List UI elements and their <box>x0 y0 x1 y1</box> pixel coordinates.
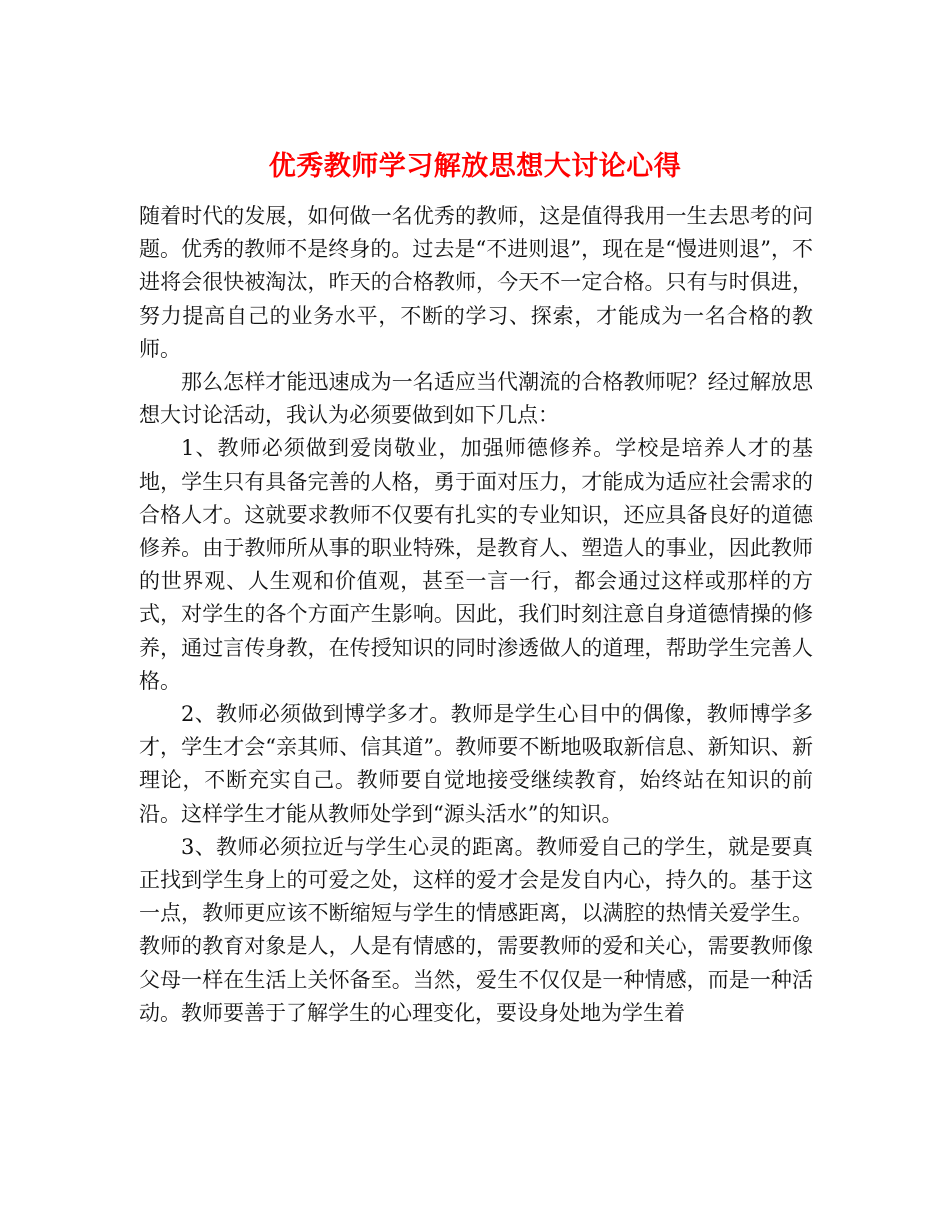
paragraph-question: 那么怎样才能迅速成为一名适应当代潮流的合格教师呢？经过解放思想大讨论活动，我认为必须要做到如下几点： <box>139 370 813 428</box>
paragraph-point-2: 2、教师必须做到博学多才。教师是学生心目中的偶像，教师博学多才，学生才会“亲其师、信其道”。教师要不断地吸取新信息、新知识、新理论，不断充实自己。教师要自觉地接受继续教育，始终站在知识的前沿。这样学生才能从教师处学到“源头活水”的知识。 <box>139 702 813 826</box>
paragraph-intro: 随着时代的发展，如何做一名优秀的教师，这是值得我用一生去思考的问题。优秀的教师不是终身的。过去是“不进则退”，现在是“慢进则退”，不进将会很快被淘汰，昨天的合格教师，今天不一定合格。只有与时俱进，努力提高自己的业务水平，不断的学习、探索，才能成为一名合格的教师。 <box>139 204 813 361</box>
paragraph-point-1: 1、教师必须做到爱岗敬业，加强师德修养。学校是培养人才的基地，学生只有具备完善的人格，勇于面对压力，才能成为适应社会需求的合格人才。这就要求教师不仅要有扎实的专业知识，还应具备良好的道德修养。由于教师所从事的职业特殊，是教育人、塑造人的事业，因此教师的世界观、人生观和价值观，甚至一言一行，都会通过这样或那样的方式，对学生的各个方面产生影响。因此，我们时刻注意自身道德情操的修养，通过言传身教，在传授知识的同时渗透做人的道理，帮助学生完善人格。 <box>139 436 813 693</box>
paragraph-point-3: 3、教师必须拉近与学生心灵的距离。教师爱自己的学生，就是要真正找到学生身上的可爱之处，这样的爱才会是发自内心，持久的。基于这一点，教师更应该不断缩短与学生的情感距离，以满腔的热情关爱学生。教师的教育对象是人，人是有情感的，需要教师的爱和关心，需要教师像父母一样在生活上关怀备至。当然，爱生不仅仅是一种情感，而是一种活动。教师要善于了解学生的心理变化，要设身处地为学生着 <box>139 834 813 1025</box>
document-body <box>139 200 813 1030</box>
document-title: 优秀教师学习解放思想大讨论心得 <box>268 151 682 183</box>
